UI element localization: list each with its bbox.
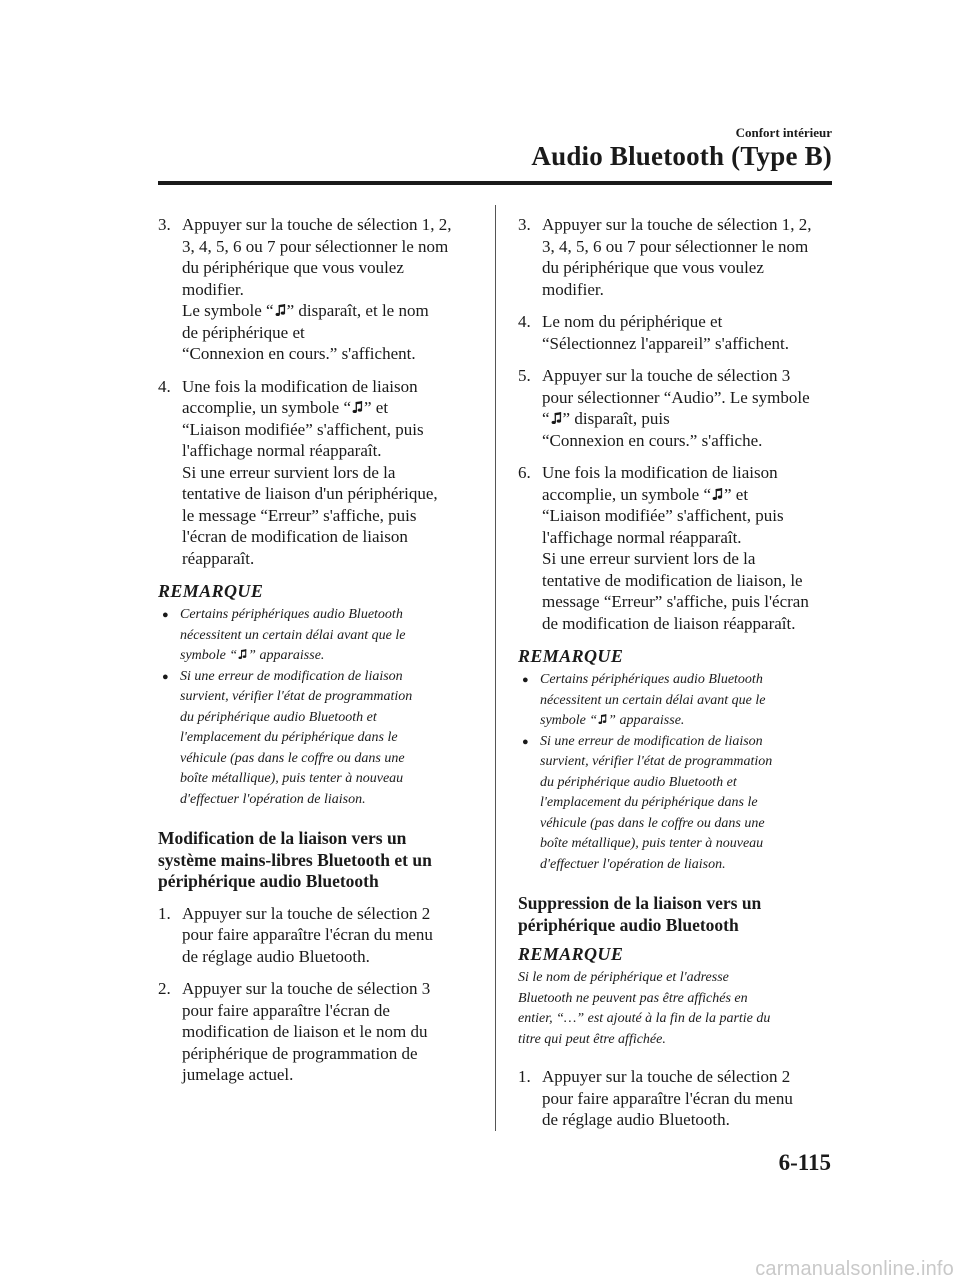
text-line: modifier.: [182, 279, 244, 299]
text-line: système mains-libres Bluetooth et un: [158, 849, 432, 870]
text-line: Appuyer sur la touche de sélection 2: [182, 903, 431, 923]
step-number: 5.: [518, 366, 531, 385]
text-line: du périphérique que vous voulez: [542, 258, 764, 277]
text-line: Une fois la modification de liaison: [182, 376, 418, 396]
text-line: du périphérique que vous voulez: [182, 258, 404, 277]
text-line: [182, 397, 476, 419]
text-line: Si une erreur de modification de liaison: [180, 668, 403, 684]
text-line: boîte métallique), puis tenter à nouveau: [540, 836, 764, 851]
text-line: “Liaison modifiée” s'affichent, puis: [542, 506, 784, 525]
text-line: Suppression de la liaison vers un: [518, 893, 762, 913]
note-bullet: [158, 605, 476, 667]
right-column: [518, 214, 836, 1142]
text-fragment: Le symbole “: [182, 301, 274, 320]
bullet-icon: ●: [162, 670, 169, 683]
step-number: 4.: [518, 312, 531, 331]
step-1: [518, 1066, 836, 1131]
text-line: de réglage audio Bluetooth.: [182, 946, 370, 966]
text-line: l'emplacement du périphérique dans le: [540, 795, 758, 810]
text-line: véhicule (pas dans le coffre ou dans une: [540, 815, 765, 831]
step-number: 6.: [518, 463, 531, 482]
column-divider: [495, 205, 496, 1131]
text-fragment: symbole “: [180, 648, 238, 663]
text-line: tentative de liaison d'un périphérique,: [182, 484, 438, 503]
text-fragment: ” et: [724, 484, 749, 504]
music-note-icon: [712, 488, 723, 501]
text-line: Appuyer sur la touche de sélection 2: [542, 1067, 791, 1086]
text-line: réapparaît.: [182, 548, 255, 568]
text-line: périphérique audio Bluetooth: [518, 914, 739, 935]
text-line: périphérique audio Bluetooth: [158, 871, 379, 891]
remarque-heading: REMARQUE: [158, 581, 264, 601]
text-line: “Connexion en cours.” s'affiche.: [542, 430, 763, 450]
watermark: carmanualsonline.info: [755, 1258, 954, 1280]
text-line: boîte métallique), puis tenter à nouveau: [180, 771, 404, 786]
step-number: 1.: [518, 1067, 531, 1086]
text-line: Si une erreur survient lors de la: [542, 549, 756, 568]
page-number: 6-115: [778, 1150, 831, 1175]
text-line: pour faire apparaître l'écran du menu: [182, 925, 433, 944]
remarque-heading: REMARQUE: [518, 944, 624, 964]
text-line: l'emplacement du périphérique dans le: [180, 730, 398, 745]
text-line: “Liaison modifiée” s'affichent, puis: [182, 419, 424, 439]
text-fragment: symbole “: [540, 713, 598, 728]
text-line: nécessitent un certain délai avant que le: [540, 692, 766, 708]
section-label: Confort intérieur: [735, 125, 832, 140]
text-line: nécessitent un certain délai avant que le: [180, 627, 406, 643]
text-line: l'écran de modification de liaison: [182, 527, 408, 546]
text-line: Certains périphériques audio Bluetooth: [540, 672, 763, 687]
text-line: jumelage actuel.: [182, 1065, 294, 1084]
text-line: tentative de modification de liaison, le: [542, 570, 803, 590]
text-line: “Sélectionnez l'appareil” s'affichent.: [542, 333, 789, 353]
text-line: survient, vérifier l'état de programmation: [180, 689, 413, 704]
text-fragment: ” disparaît, puis: [562, 409, 670, 428]
step-number: 3.: [518, 215, 531, 234]
music-note-icon: [352, 401, 363, 414]
text-fragment: accomplie, un symbole “: [182, 398, 352, 417]
text-line: 3, 4, 5, 6 ou 7 pour sélectionner le nom: [182, 236, 449, 256]
note-bullet: [158, 667, 476, 811]
text-line: Certains périphériques audio Bluetooth: [180, 607, 403, 622]
bullet-icon: ●: [522, 674, 529, 686]
text-line: Une fois la modification de liaison: [542, 463, 778, 482]
text-line: message “Erreur” s'affiche, puis l'écran: [542, 592, 809, 611]
text-line: modifier.: [542, 279, 604, 299]
text-line: [542, 484, 836, 506]
step-6: [518, 462, 836, 634]
text-line: le message “Erreur” s'affiche, puis: [182, 505, 417, 525]
section-heading: [158, 828, 476, 893]
text-line: Appuyer sur la touche de sélection 1, 2,: [542, 215, 812, 234]
note-bullet: [518, 670, 836, 732]
text-line: Le nom du périphérique et: [542, 312, 723, 331]
step-number: 1.: [158, 903, 171, 923]
step-number: 3.: [158, 215, 171, 234]
step-3: [518, 214, 836, 300]
text-line: Bluetooth ne peuvent pas être affichés en: [518, 990, 748, 1006]
text-fragment: ” apparaisse.: [248, 648, 325, 663]
text-line: de modification de liaison réapparaît.: [542, 613, 796, 633]
note-bullet: [518, 732, 836, 876]
text-line: périphérique de programmation de: [182, 1043, 418, 1063]
text-line: d'effectuer l'opération de liaison.: [180, 791, 366, 807]
text-fragment: ” disparaît, et le nom: [286, 301, 429, 320]
text-line: survient, vérifier l'état de programmation: [540, 754, 773, 769]
music-note-icon: [275, 304, 286, 317]
left-column: [158, 214, 476, 1097]
text-line: Si le nom de périphérique et l'adresse: [518, 970, 729, 985]
text-line: [180, 646, 476, 667]
remarque-heading: REMARQUE: [518, 646, 624, 666]
bullet-icon: ●: [162, 609, 169, 621]
text-line: titre qui peut être affichée.: [518, 1031, 666, 1047]
text-line: l'affichage normal réapparaît.: [182, 441, 382, 460]
text-line: modification de liaison et le nom du: [182, 1022, 428, 1041]
music-note-icon: [238, 649, 247, 660]
music-note-icon: [598, 714, 607, 725]
text-line: Modification de la liaison vers un: [158, 828, 407, 848]
text-line: du périphérique audio Bluetooth et: [180, 709, 377, 725]
text-line: Appuyer sur la touche de sélection 1, 2,: [182, 215, 452, 234]
step-4: [518, 311, 836, 354]
step-2: [158, 978, 476, 1086]
text-line: [540, 711, 836, 732]
note-text: [518, 968, 836, 1050]
page-title: Audio Bluetooth (Type B): [531, 141, 832, 171]
text-line: Si une erreur survient lors de la: [182, 462, 396, 482]
text-line: de réglage audio Bluetooth.: [542, 1110, 730, 1129]
text-line: Si une erreur de modification de liaison: [540, 733, 763, 749]
text-line: Appuyer sur la touche de sélection 3: [542, 366, 791, 385]
text-line: d'effectuer l'opération de liaison.: [540, 856, 726, 872]
step-number: 4.: [158, 376, 171, 396]
text-line: de périphérique et: [182, 322, 305, 342]
text-line: [182, 300, 476, 322]
text-line: 3, 4, 5, 6 ou 7 pour sélectionner le nom: [542, 236, 809, 256]
text-line: entier, “…” est ajouté à la fin de la partie du: [518, 1011, 771, 1026]
step-5: [518, 365, 836, 451]
text-line: “Connexion en cours.” s'affichent.: [182, 344, 416, 363]
text-line: pour faire apparaître l'écran du menu: [542, 1088, 793, 1108]
text-line: Appuyer sur la touche de sélection 3: [182, 979, 431, 998]
text-line: véhicule (pas dans le coffre ou dans une: [180, 750, 405, 766]
step-1: [158, 903, 476, 968]
text-fragment: accomplie, un symbole “: [542, 484, 712, 504]
section-heading: [518, 893, 836, 936]
header-rule: [158, 181, 832, 185]
text-fragment: ” et: [364, 398, 389, 417]
music-note-icon: [551, 412, 562, 425]
text-line: pour faire apparaître l'écran de: [182, 1000, 390, 1020]
text-fragment: “: [542, 409, 550, 428]
text-fragment: ” apparaisse.: [608, 713, 685, 728]
step-4: [158, 376, 476, 570]
text-line: l'affichage normal réapparaît.: [542, 527, 742, 547]
bullet-icon: ●: [522, 735, 529, 748]
text-line: du périphérique audio Bluetooth et: [540, 774, 737, 790]
text-line: pour sélectionner “Audio”. Le symbole: [542, 387, 810, 407]
step-3: [158, 214, 476, 365]
text-line: [542, 408, 836, 430]
step-number: 2.: [158, 979, 171, 998]
